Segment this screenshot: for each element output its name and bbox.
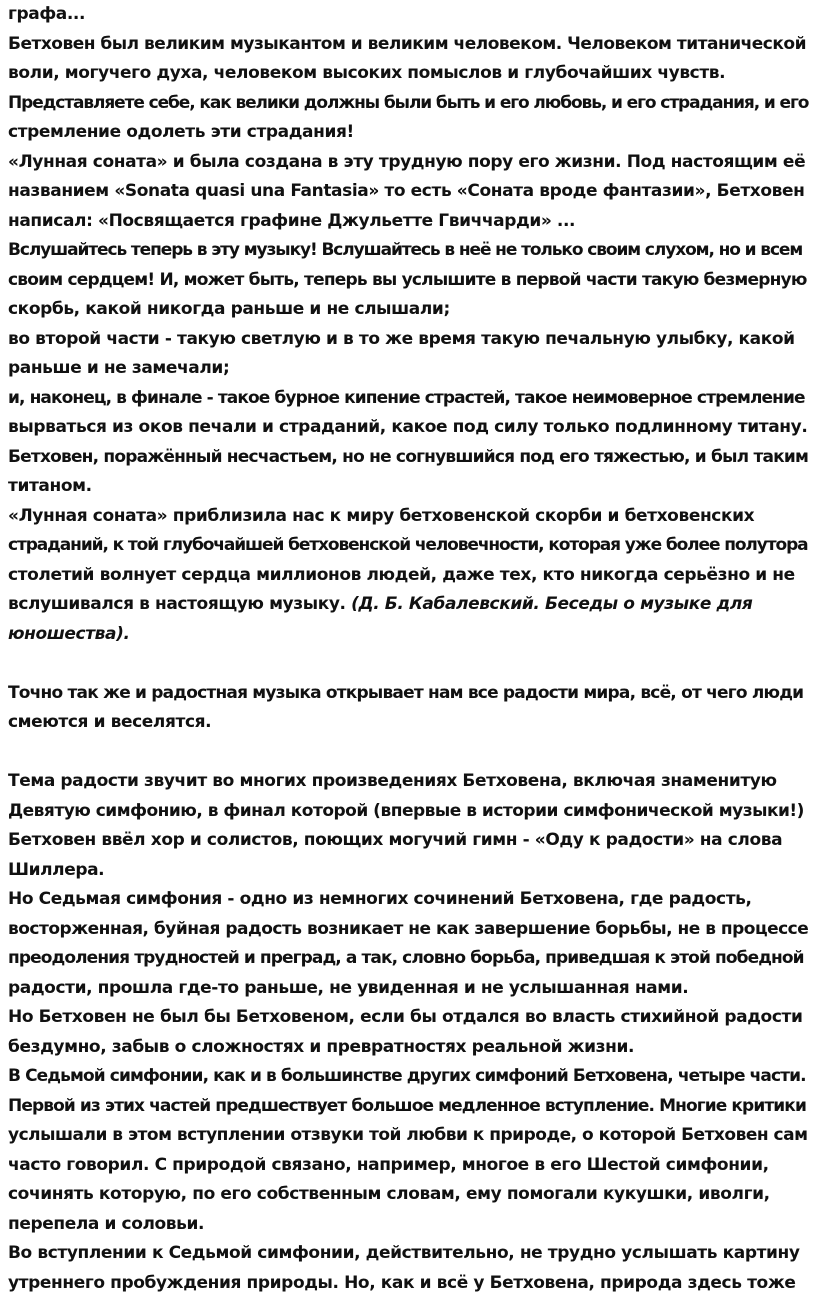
text-line: услышали в этом вступлении отзвуки той любви к природе, о которой Бетховен сам [8,1121,808,1151]
text-line: «Лунная соната» и была создана в эту трудную пору его жизни. Под настоящим её [8,148,808,178]
text-line: Бетховен ввёл хор и солистов, поющих могучий гимн - «Оду к радости» на слова [8,826,808,856]
text-line: смеются и веселятся. [8,708,808,738]
text-line: раньше и не замечали; [8,354,808,384]
text-line: вырваться из оков печали и страданий, какое под силу только подлинному титану. [8,413,808,443]
text-line: Тема радости звучит во многих произведениях Бетховена, включая знаменитую [8,767,808,797]
document-page [8,0,808,1298]
text-line: во второй части - такую светлую и в то же время такую печальную улыбку, какой [8,325,808,355]
text-line: преодоления трудностей и преград, а так, словно борьба, приведшая к этой победной [8,944,808,974]
text-line: Шиллера. [8,856,808,886]
text-line: Но Бетховен не был бы Бетховеном, если бы отдался во власть стихийной радости [8,1003,808,1033]
text-line: Вслушайтесь теперь в эту музыку! Вслушайтесь в неё не только своим слухом, но и всем [8,236,808,266]
text-line: Во вступлении к Седьмой симфонии, действительно, не трудно услышать картину [8,1239,808,1269]
text-line: скорбь, какой никогда раньше и не слышали; [8,295,808,325]
text-line: своим сердцем! И, может быть, теперь вы услышите в первой части такую безмерную [8,266,808,296]
text-line: Представляете себе, как велики должны были быть и его любовь, и его страдания, и его [8,89,808,119]
paragraph-gap [8,738,808,768]
text-line: утреннего пробуждения природы. Но, как и всё у Бетховена, природа здесь тоже [8,1269,808,1298]
text-line: Точно так же и радостная музыка открывает нам все радости мира, всё, от чего люди [8,679,808,709]
text-line: бездумно, забыв о сложностях и превратностях реальной жизни. [8,1033,808,1063]
citation: (Д. Б. Кабалевский. Беседы о музыке для [351,594,752,614]
paragraph-gap [8,649,808,679]
text-line: Девятую симфонию, в финал которой (впервые в истории симфонической музыки!) [8,797,808,827]
text-line: радости, прошла где-то раньше, не увиденная и не услышанная нами. [8,974,808,1004]
text-line: столетий волнует сердца миллионов людей, даже тех, кто никогда серьёзно и не [8,561,808,591]
text-line: «Лунная соната» приблизила нас к миру бетховенской скорби и бетховенских [8,502,808,532]
text-line: часто говорил. С природой связано, например, многое в его Шестой симфонии, [8,1151,808,1181]
text-line: графа... [8,0,808,30]
text-line: титаном. [8,472,808,502]
text-line: Но Седьмая симфония - одно из немногих сочинений Бетховена, где радость, [8,885,808,915]
text-line: Бетховен был великим музыкантом и великим человеком. Человеком титанической [8,30,808,60]
text-line: Первой из этих частей предшествует большое медленное вступление. Многие критики [8,1092,808,1122]
text-line: сочинять которую, по его собственным словам, ему помогали кукушки, иволги, [8,1180,808,1210]
text-line: перепела и соловьи. [8,1210,808,1240]
text-line: написал: «Посвящается графине Джульетте Гвиччарди» ... [8,207,808,237]
text-line: Бетховен, поражённый несчастьем, но не согнувшийся под его тяжестью, и был таким [8,443,808,473]
citation-continued: юношества). [8,620,808,650]
text-line: В Седьмой симфонии, как и в большинстве других симфоний Бетховена, четыре части. [8,1062,808,1092]
text-line: вслушивался в настоящую музыку. [8,594,351,614]
text-line-with-citation [8,590,808,620]
text-line: названием «Sonata quasi una Fantasia» то есть «Соната вроде фантазии», Бетховен [8,177,808,207]
text-line: и, наконец, в финале - такое бурное кипение страстей, такое неимоверное стремление [8,384,808,414]
text-line: стремление одолеть эти страдания! [8,118,808,148]
text-line: восторженная, буйная радость возникает не как завершение борьбы, не в процессе [8,915,808,945]
text-line: воли, могучего духа, человеком высоких помыслов и глубочайших чувств. [8,59,808,89]
text-line: страданий, к той глубочайшей бетховенской человечности, которая уже более полутора [8,531,808,561]
